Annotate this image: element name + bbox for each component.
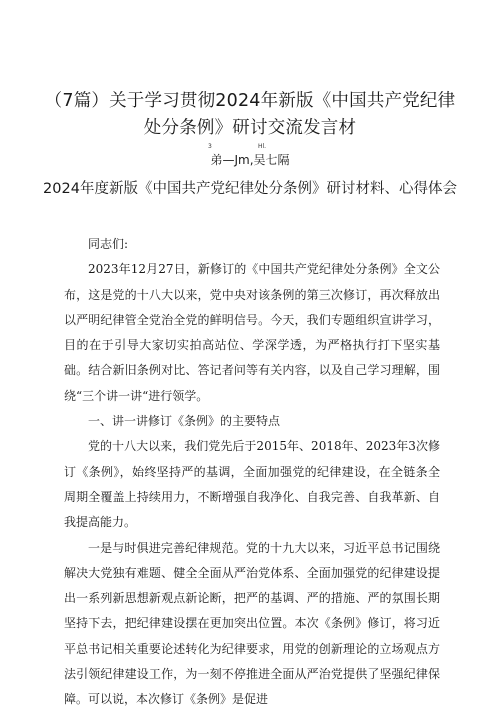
body-text (64, 232, 440, 713)
heading-one: 一、讲一讲修订《条例》的主要特点 (88, 414, 281, 429)
author-line: 弟—Jm,吴七隔 (210, 153, 290, 167)
salutation: 同志们: (88, 237, 129, 251)
paragraph: 党的十八大以来，我们党先后于2015年、2018年、2023年3次修订《条例》，始终坚持严的基调，全面加强党的纪律建设，在全链条全周期全覆盖上持续用力，不断增强自我净化、自我完善、自我革新、自我提高能力。 (64, 439, 440, 530)
section-title: 2024年度新版《中国共产党纪律处分条例》研讨材料、心得体会 (43, 181, 457, 197)
author-superscript-left: 3 (208, 143, 212, 150)
paragraph: 一是与时俱进完善纪律规范。党的十九大以来，习近平总书记围绕解决大党独有难题、健全全面从严治党体系、全面加强党的纪律建设提出一系列新思想新观点新论断，把严的基调、严的措施、严的氛围长期坚持下去，把纪律建设摆在更加突出位置。本次《条例》修订，将习近平总书记相关重要论述转化为纪律要求，用党的创新理论的立场观点方法引领纪律建设工作，为一刻不停推进全面从严治党提供了坚强纪律保障。可以说，本次修订《条例》是促进 (64, 540, 440, 707)
author-superscript-right: Hl. (258, 143, 267, 150)
paragraph: 2023年12月27日，新修订的《中国共产党纪律处分条例》全文公布，这是党的十八大以来，党中央对该条例的第三次修订，再次释放出以严明纪律管全党治全党的鲜明信号。今天，我们专题组织宣讲学习，目的在于引导大家切实拍高站位、学深学透，为严格执行打下坚实基础。结合新旧条例对比、答记者问等有关内容，以及自己学习理解，围绕“三个讲一讲“进行领学。 (64, 262, 440, 403)
document-title: （7篇）关于学习贯彻2024年新版《中国共产党纪律处分条例》研讨交流发言材 (44, 91, 456, 138)
